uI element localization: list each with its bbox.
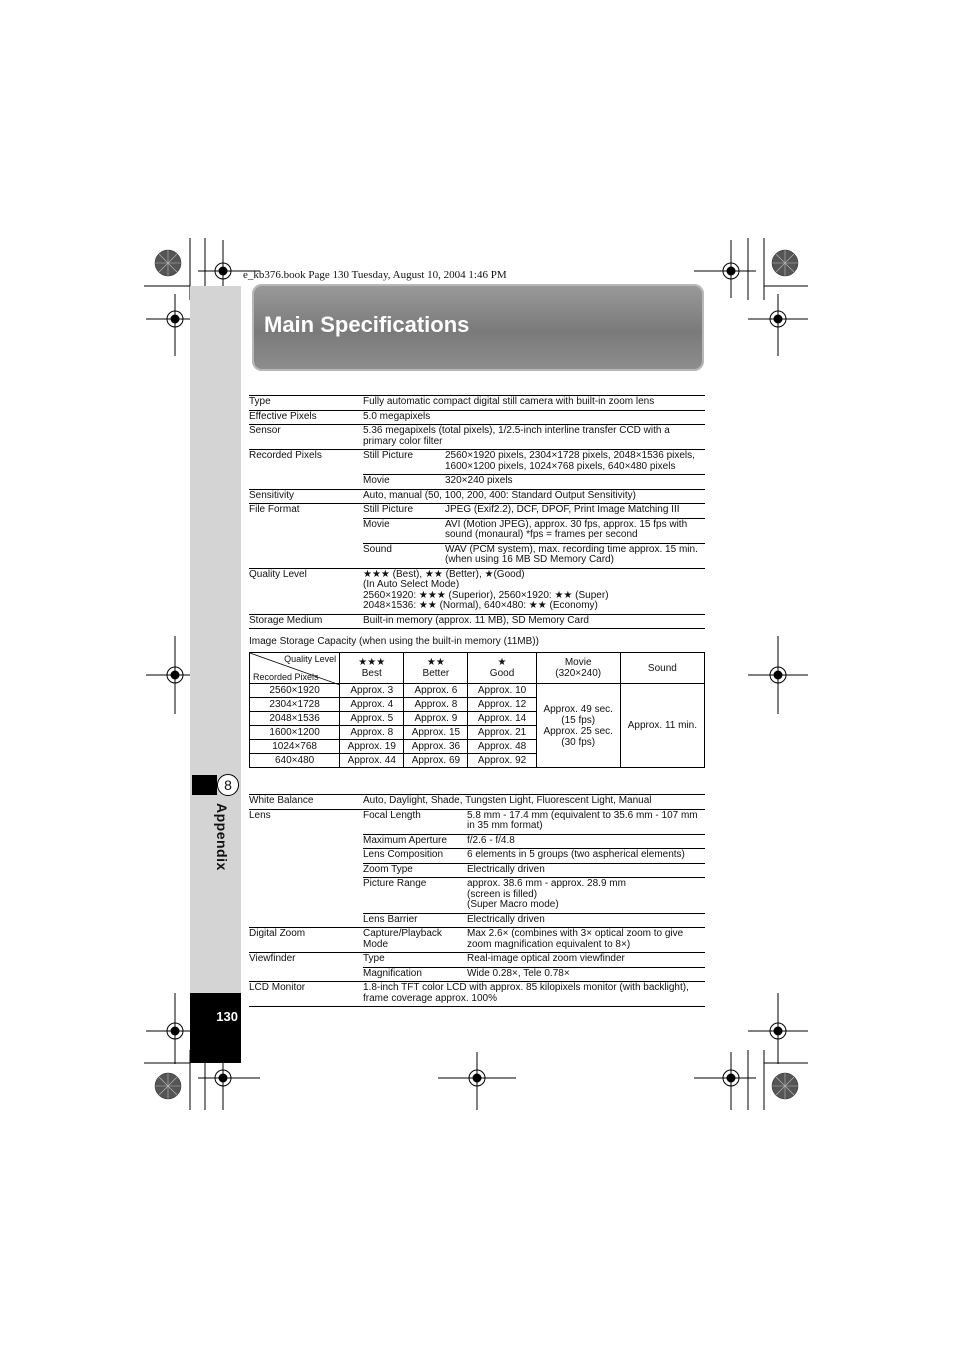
spec-sublabel: Still Picture [363, 450, 445, 475]
better-cell: Approx. 36 [404, 740, 468, 754]
quality-level-header: Quality Level [284, 654, 337, 664]
spec-value [445, 518, 705, 543]
column-header-label: Best [361, 668, 382, 679]
good-cell: Approx. 12 [468, 698, 536, 712]
spec-sublabel: Zoom Type [363, 863, 467, 878]
table-row [249, 489, 705, 504]
table-row [249, 809, 705, 834]
chapter-tab [192, 775, 217, 795]
diagonal-header-cell [250, 653, 340, 684]
print-header: e_kb376.book Page 130 Tuesday, August 10, 2004 1:46 PM [243, 269, 507, 281]
spec-sublabel [363, 928, 467, 953]
spec-value-line: frame coverage approx. 100% [363, 992, 497, 1004]
table-row [249, 504, 705, 519]
spec-value: 320×240 pixels [445, 475, 705, 490]
spec-label: Sensitivity [249, 489, 363, 504]
capacity-caption: Image Storage Capacity (when using the built-in memory (11MB)) [249, 636, 539, 647]
best-cell: Approx. 8 [340, 726, 404, 740]
pixels-cell: 2048×1536 [250, 712, 340, 726]
spec-sublabel: Magnification [363, 967, 467, 982]
spec-value-line: WAV (PCM system), max. recording time approx. 15 min. [445, 543, 698, 555]
spec-sublabel: Lens Barrier [363, 913, 467, 928]
column-header-label: Good [489, 668, 515, 679]
spec-value-line: 5.8 mm - 17.4 mm (equivalent to 35.6 mm - 107 mm [467, 809, 698, 821]
spec-value-line: 1600×1200 pixels, 1024×768 pixels, 640×480 pixels [445, 460, 676, 472]
movie-capacity-line: Approx. 25 sec. [543, 725, 613, 737]
capacity-table [249, 652, 705, 768]
spec-value-line: in 35 mm format) [467, 820, 543, 831]
column-header-label: (320×240) [555, 668, 602, 679]
best-cell: Approx. 44 [340, 754, 404, 768]
spec-label: Type [249, 396, 363, 411]
spec-label: Effective Pixels [249, 410, 363, 425]
table-row [249, 982, 705, 1007]
star-rating: ★★ [426, 657, 445, 668]
table-row [249, 953, 705, 968]
pixels-cell: 640×480 [250, 754, 340, 768]
good-cell: Approx. 48 [468, 740, 536, 754]
spec-value-line: 1.8-inch TFT color LCD with approx. 85 kilopixels monitor (with backlight), [363, 982, 689, 993]
spec-value-line: 2560×1920: ★★★ (Superior), 2560×1920: ★★ (Super) [363, 589, 609, 601]
spec-value-line: approx. 38.6 mm - approx. 28.9 mm [467, 878, 626, 889]
page-title: Main Specifications [264, 312, 470, 337]
movie-capacity-cell [536, 684, 620, 768]
table-header-row [250, 653, 705, 684]
pixels-cell: 2304×1728 [250, 698, 340, 712]
spec-sublabel: Picture Range [363, 878, 467, 914]
best-cell: Approx. 4 [340, 698, 404, 712]
column-header [468, 653, 536, 684]
table-row [249, 450, 705, 475]
spec-value: JPEG (Exif2.2), DCF, DPOF, Print Image Matching III [445, 504, 705, 519]
pixels-cell: 1600×1200 [250, 726, 340, 740]
spec-value-line: 2560×1920 pixels, 2304×1728 pixels, 2048×1536 pixels, [445, 450, 695, 461]
table-row [250, 684, 705, 698]
spec-value: Auto, manual (50, 100, 200, 400: Standard Output Sensitivity) [363, 489, 705, 504]
spec-value-line: primary color filter [363, 435, 443, 447]
pixels-cell: 1024×768 [250, 740, 340, 754]
spec-value [363, 425, 705, 450]
spec-label: Sensor [249, 425, 363, 450]
spec-sublabel: Maximum Aperture [363, 834, 467, 849]
good-cell: Approx. 10 [468, 684, 536, 698]
spec-value [445, 450, 705, 475]
page-number: 130 [216, 1009, 238, 1024]
better-cell: Approx. 15 [404, 726, 468, 740]
better-cell: Approx. 8 [404, 698, 468, 712]
spec-sublabel: Movie [363, 518, 445, 543]
pixels-cell: 2560×1920 [250, 684, 340, 698]
spec-label: Viewfinder [249, 953, 363, 982]
best-cell: Approx. 5 [340, 712, 404, 726]
spec-value-line: 2048×1536: ★★ (Normal), 640×480: ★★ (Economy) [363, 600, 598, 611]
spec-value: Wide 0.28×, Tele 0.78× [467, 967, 705, 982]
spec-value-line: ★★★ (Best), ★★ (Better), ★(Good) [363, 568, 525, 580]
spec-value-line: AVI (Motion JPEG), approx. 30 fps, approx. 15 fps with [445, 518, 688, 530]
table-row [249, 614, 705, 629]
spec-table-optics [249, 794, 705, 1007]
spec-table-main [249, 395, 705, 629]
spec-sublabel-line: Capture/Playback [363, 928, 442, 939]
good-cell: Approx. 92 [468, 754, 536, 768]
good-cell: Approx. 21 [468, 726, 536, 740]
movie-capacity-line: (30 fps) [561, 736, 596, 748]
better-cell: Approx. 6 [404, 684, 468, 698]
column-header [536, 653, 620, 684]
spec-value-line: Max 2.6× (combines with 3× optical zoom to give [467, 928, 684, 939]
spec-value [445, 543, 705, 568]
spec-sublabel: Focal Length [363, 809, 467, 834]
page-number-block [190, 993, 241, 1063]
spec-sublabel-line: Mode [363, 938, 389, 950]
spec-value-line: 5.36 megapixels (total pixels), 1/2.5-inch interline transfer CCD with a [363, 425, 670, 436]
chapter-label: Appendix [214, 803, 230, 871]
spec-value-line: (screen is filled) [467, 888, 538, 900]
spec-label: File Format [249, 504, 363, 569]
table-row [249, 568, 705, 614]
table-row [249, 410, 705, 425]
column-header-label: Better [422, 668, 450, 679]
spec-value: 5.0 megapixels [363, 410, 705, 425]
table-row [249, 795, 705, 810]
table-row [249, 396, 705, 411]
best-cell: Approx. 3 [340, 684, 404, 698]
column-header [404, 653, 468, 684]
spec-value: Auto, Daylight, Shade, Tungsten Light, Fluorescent Light, Manual [363, 795, 705, 810]
spec-sublabel: Type [363, 953, 467, 968]
spec-value [467, 809, 705, 834]
spec-sublabel: Still Picture [363, 504, 445, 519]
spec-value [363, 982, 705, 1007]
spec-value: Fully automatic compact digital still camera with built-in zoom lens [363, 396, 705, 411]
chapter-number: 8 [217, 774, 239, 796]
spec-sublabel: Sound [363, 543, 445, 568]
movie-capacity-line: Approx. 49 sec. [543, 703, 613, 715]
movie-capacity-line: (15 fps) [561, 714, 596, 726]
spec-sublabel: Movie [363, 475, 445, 490]
spec-value-line: sound (monaural) *fps = frames per second [445, 529, 638, 540]
spec-value: Built-in memory (approx. 11 MB), SD Memory Card [363, 614, 705, 629]
spec-value: Electrically driven [467, 863, 705, 878]
table-row [249, 928, 705, 953]
spec-value-line: (Super Macro mode) [467, 899, 559, 910]
spec-label: Quality Level [249, 568, 363, 614]
best-cell: Approx. 19 [340, 740, 404, 754]
sound-capacity-cell: Approx. 11 min. [620, 684, 704, 768]
spec-sublabel: Lens Composition [363, 849, 467, 864]
star-rating: ★★★ [358, 657, 386, 668]
column-header [340, 653, 404, 684]
spec-value-line: (when using 16 MB SD Memory Card) [445, 554, 614, 565]
column-header: Sound [620, 653, 704, 684]
spec-label: White Balance [249, 795, 363, 810]
spec-label: Lens [249, 809, 363, 928]
spec-value: 6 elements in 5 groups (two aspherical elements) [467, 849, 705, 864]
good-cell: Approx. 14 [468, 712, 536, 726]
spec-label: Recorded Pixels [249, 450, 363, 490]
spec-value: Real-image optical zoom viewfinder [467, 953, 705, 968]
spec-value [467, 878, 705, 914]
spec-value-line: zoom magnification equivalent to 8×) [467, 938, 631, 950]
spec-label: Storage Medium [249, 614, 363, 629]
recorded-pixels-header: Recorded Pixels [253, 672, 319, 682]
spec-value [363, 568, 705, 614]
spec-value [467, 928, 705, 953]
better-cell: Approx. 9 [404, 712, 468, 726]
column-header-label: Movie [564, 657, 592, 668]
table-row [249, 425, 705, 450]
spec-label: Digital Zoom [249, 928, 363, 953]
star-rating: ★ [497, 657, 507, 668]
spec-value: f/2.6 - f/4.8 [467, 834, 705, 849]
spec-value: Electrically driven [467, 913, 705, 928]
spec-value-line: (In Auto Select Mode) [363, 579, 460, 590]
spec-label: LCD Monitor [249, 982, 363, 1007]
better-cell: Approx. 69 [404, 754, 468, 768]
chapter-sidebar [190, 286, 241, 1063]
